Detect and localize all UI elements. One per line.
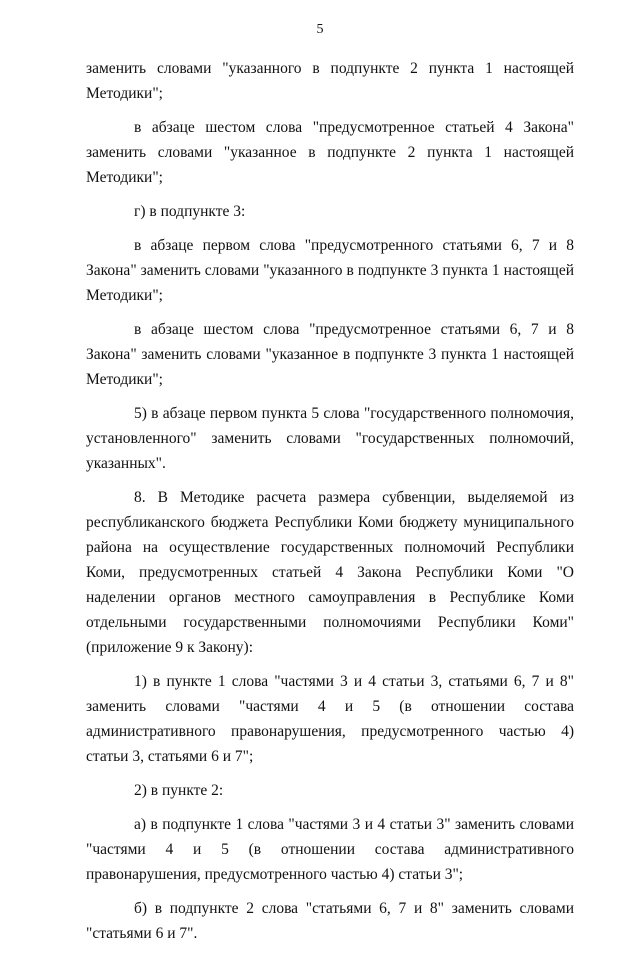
paragraph: в абзаце первом слова "предусмотренного статьями 6, 7 и 8 Закона" заменить словами "указанного в подпункте 3 пункта 1 настоящей Методики"; xyxy=(86,237,574,304)
document-body xyxy=(86,56,574,955)
paragraph: в абзаце шестом слова "предусмотренное статьей 4 Закона" заменить словами "указанное в подпункте 2 пункта 1 настоящей Методики"; xyxy=(86,119,574,186)
paragraph: 8. В Методике расчета размера субвенции, выделяемой из республиканского бюджета Республики Коми бюджету муниципального района на осуществление государственных полномочий Республики Коми, предусмотренных статьей 4 Закона Республики Коми "О наделении органов местного самоуправления в Республике Коми отдельными государственными полномочиями Республики Коми" (приложение 9 к Закону): xyxy=(86,489,574,656)
paragraph: в абзаце шестом слова "предусмотренное статьями 6, 7 и 8 Закона" заменить словами "указанное в подпункте 3 пункта 1 настоящей Методики"; xyxy=(86,321,574,388)
page-number: 5 xyxy=(316,22,324,37)
paragraph: заменить словами "указанного в подпункте 2 пункта 1 настоящей Методики"; xyxy=(86,60,574,102)
paragraph: б) в подпункте 2 слова "статьями 6, 7 и 8" заменить словами "статьями 6 и 7". xyxy=(86,900,574,942)
paragraph: 5) в абзаце первом пункта 5 слова "государственного полномочия, установленного" заменить словами "государственных полномочий, указанных". xyxy=(86,405,574,472)
paragraph: г) в подпункте 3: xyxy=(134,203,246,220)
paragraph: 2) в пункте 2: xyxy=(134,782,224,799)
paragraph: а) в подпункте 1 слова "частями 3 и 4 статьи 3" заменить словами "частями 4 и 5 (в отношении состава административного правонарушения, предусмотренного частью 4) статьи 3"; xyxy=(86,816,574,883)
paragraph: 1) в пункте 1 слова "частями 3 и 4 статьи 3, статьями 6, 7 и 8" заменить словами "частями 4 и 5 (в отношении состава административного правонарушения, предусмотренного частью 4) статьи 3, статьями 6 и 7"; xyxy=(86,673,574,765)
